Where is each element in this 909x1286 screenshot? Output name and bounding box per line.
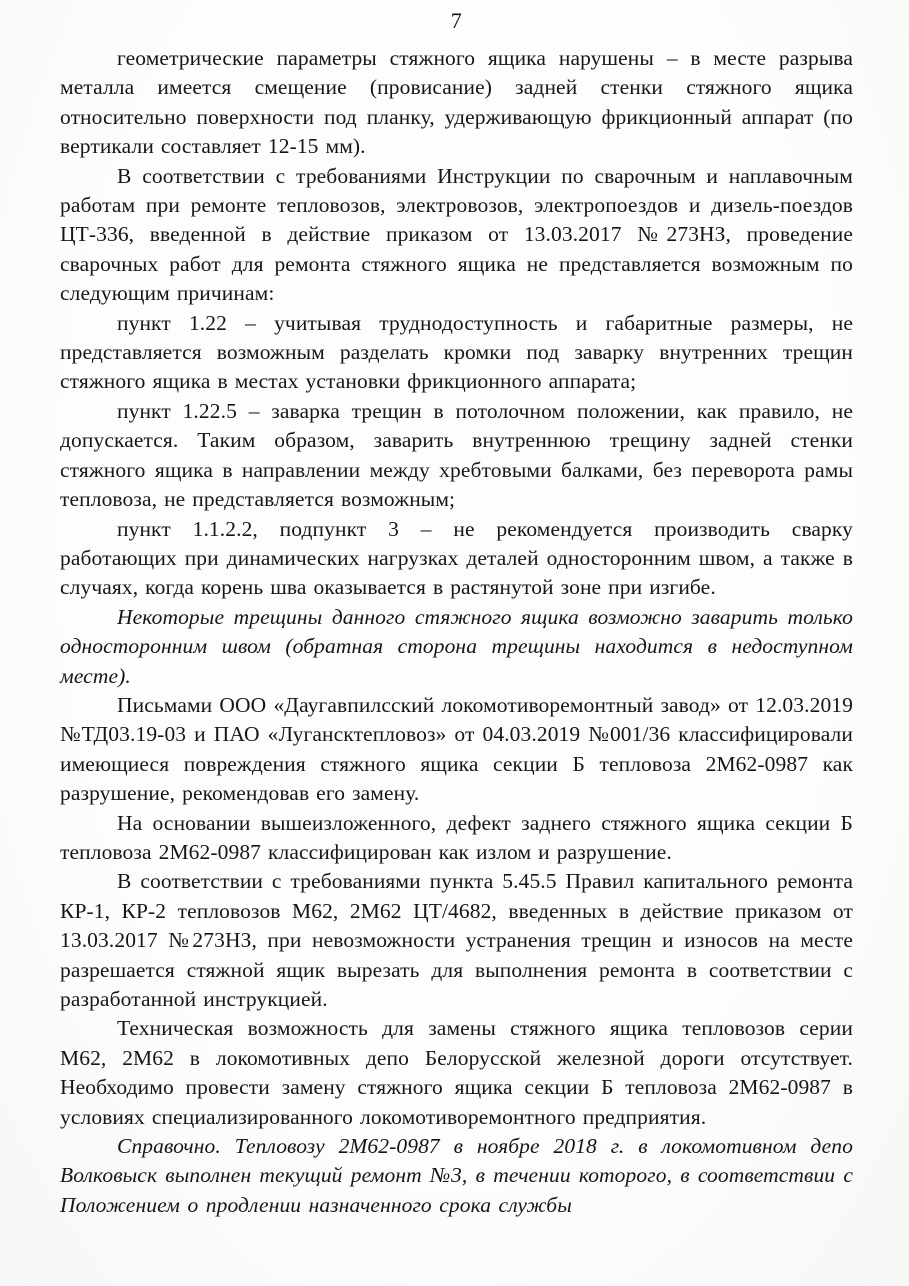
- paragraph-reference-repair: Справочно. Тепловозу 2М62-0987 в ноябре 2018 г. в локомотивном депо Волковыск выполнен текущий ремонт №3, в течении которого, в соответствии с Положением о продлении назначенного срока службы: [60, 1134, 853, 1217]
- paragraph-technical-possibility: Техническая возможность для замены стяжного ящика тепловозов серии М62, 2М62 в локомотивных депо Белорусской железной дороги отсутствует. Необходимо провести замену стяжного ящика секции Б тепловоза 2М62-0987 в условиях специализированного локомотиворемонтного предприятия.: [60, 1016, 853, 1129]
- paragraph-point-1-1-2-2: пункт 1.1.2.2, подпункт 3 – не рекомендуется производить сварку работающих при динамических нагрузках деталей односторонним швом, а также в случаях, когда корень шва оказывается в растянутой зоне при изгибе.: [60, 516, 853, 600]
- paragraph-point-1-22: пункт 1.22 – учитывая труднодоступность и габаритные размеры, не представляется возможным разделать кромки под заварку внутренних трещин стяжного ящика в местах установки фрикционного аппарата;: [60, 310, 853, 394]
- paragraph-defect-conclusion: На основании вышеизложенного, дефект заднего стяжного ящика секции Б тепловоза 2М62-0987 классифицирован как излом и разрушение.: [60, 810, 853, 864]
- paragraph-instruction-ct336: В соответствии с требованиями Инструкции по сварочным и наплавочным работам при ремонте тепловозов, электровозов, электропоездов и дизель-поездов ЦТ-336, введенной в действие приказом от 13.03.2017 №273НЗ, проведение сварочных работ для ремонта стяжного ящика не представляется возможным по следующим причинам:: [60, 163, 853, 306]
- paragraph-rules-kr1-kr2: В соответствии с требованиями пункта 5.45.5 Правил капитального ремонта КР-1, КР-2 тепловозов М62, 2М62 ЦТ/4682, введенных в действие приказом от 13.03.2017 №273НЗ, при невозможности устранения трещин и износов на месте разрешается стяжной ящик вырезать для выполнения ремонта в соответствии с разработанной инструкцией.: [60, 869, 853, 1011]
- page-number: 7: [450, 8, 463, 33]
- paragraph-geometric-params: геометрические параметры стяжного ящика нарушены – в месте разрыва металла имеется смещение (провисание) задней стенки стяжного ящика относительно поверхности под планку, удерживающую фрикционный аппарат (по вертикали составляет 12-15 мм).: [60, 46, 853, 159]
- paragraph-letters-classification: Письмами ООО «Даугавпилсский локомотиворемонтный завод» от 12.03.2019 №ТД03.19-03 и ПАО «Лугансктепловоз» от 04.03.2019 №001/36 классифицировали имеющиеся повреждения стяжного ящика секции Б тепловоза 2М62-0987 как разрушение, рекомендовав его замену.: [60, 692, 853, 806]
- paragraph-note-cracks: Некоторые трещины данного стяжного ящика возможно заварить только односторонним швом (обратная сторона трещины находится в недоступном месте).: [60, 604, 853, 688]
- document-body: [60, 44, 853, 1220]
- paragraph-point-1-22-5: пункт 1.22.5 – заварка трещин в потолочном положении, как правило, не допускается. Таким образом, заварить внутреннюю трещину задней стенки стяжного ящика в направлении между хребтовыми балками, без переворота рамы тепловоза, не представляется возможным;: [60, 398, 853, 512]
